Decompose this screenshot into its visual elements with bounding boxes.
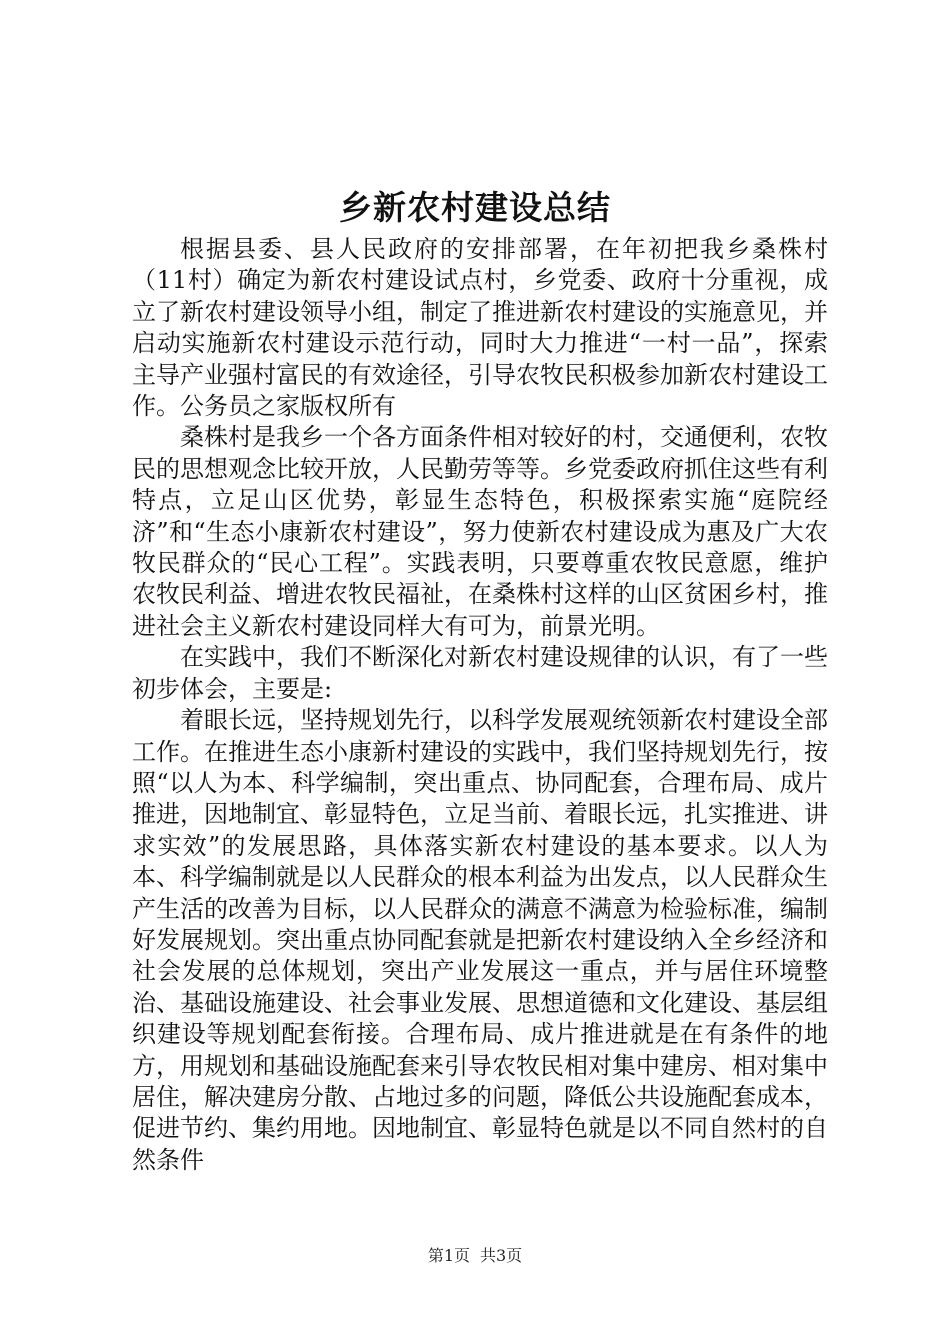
paragraph: 在实践中，我们不断深化对新农村建设规律的认识，有了一些初步体会，主要是: [132, 643, 828, 703]
document-title: 乡新农村建设总结 [339, 188, 611, 227]
page-total: 共3页 [480, 1246, 523, 1265]
page-footer [0, 1246, 950, 1266]
paragraph: 着眼长远，坚持规划先行，以科学发展观统领新农村建设全部工作。在推进生态小康新村建设的实践中，我们坚持规划先行，按照“以人为本、科学编制，突出重点、协同配套，合理布局、成片推进，因地制宜、彰显特色，立足当前、着眼长远，扎实推进、讲求实效”的发展思路，具体落实新农村建设的基本要求。以人为本、科学编制就是以人民群众的根本利益为出发点，以人民群众生产生活的改善为目标，以人民群众的满意不满意为检验标准，编制好发展规划。突出重点协同配套就是把新农村建设纳入全乡经济和社会发展的总体规划，突出产业发展这一重点，并与居住环境整治、基础设施建设、社会事业发展、思想道德和文化建设、基层组织建设等规划配套衔接。合理布局、成片推进就是在有条件的地方，用规划和基础设施配套来引导农牧民相对集中建房、相对集中居住，解决建房分散、占地过多的问题，降低公共设施配套成本，促进节约、集约用地。因地制宜、彰显特色就是以不同自然村的自然条件 [132, 706, 828, 1174]
page-number: 第1页 [427, 1246, 470, 1265]
document-body [132, 234, 828, 1176]
paragraph: 桑株村是我乡一个各方面条件相对较好的村，交通便利，农牧民的思想观念比较开放，人民勤劳等等。乡党委政府抓住这些有利特点，立足山区优势，彰显生态特色，积极探索实施“庭院经济”和“生态小康新农村建设”，努力使新农村建设成为惠及广大农牧民群众的“民心工程”。实践表明，只要尊重农牧民意愿，维护农牧民利益、增进农牧民福祉，在桑株村这样的山区贫困乡村，推进社会主义新农村建设同样大有可为，前景光明。 [132, 423, 828, 640]
paragraph: 根据县委、县人民政府的安排部署，在年初把我乡桑株村（11村）确定为新农村建设试点村，乡党委、政府十分重视，成立了新农村建设领导小组，制定了推进新农村建设的实施意见，并启动实施新农村建设示范行动，同时大力推进“一村一品”，探索主导产业强村富民的有效途径，引导农牧民积极参加新农村建设工作。公务员之家版权所有 [132, 235, 828, 421]
